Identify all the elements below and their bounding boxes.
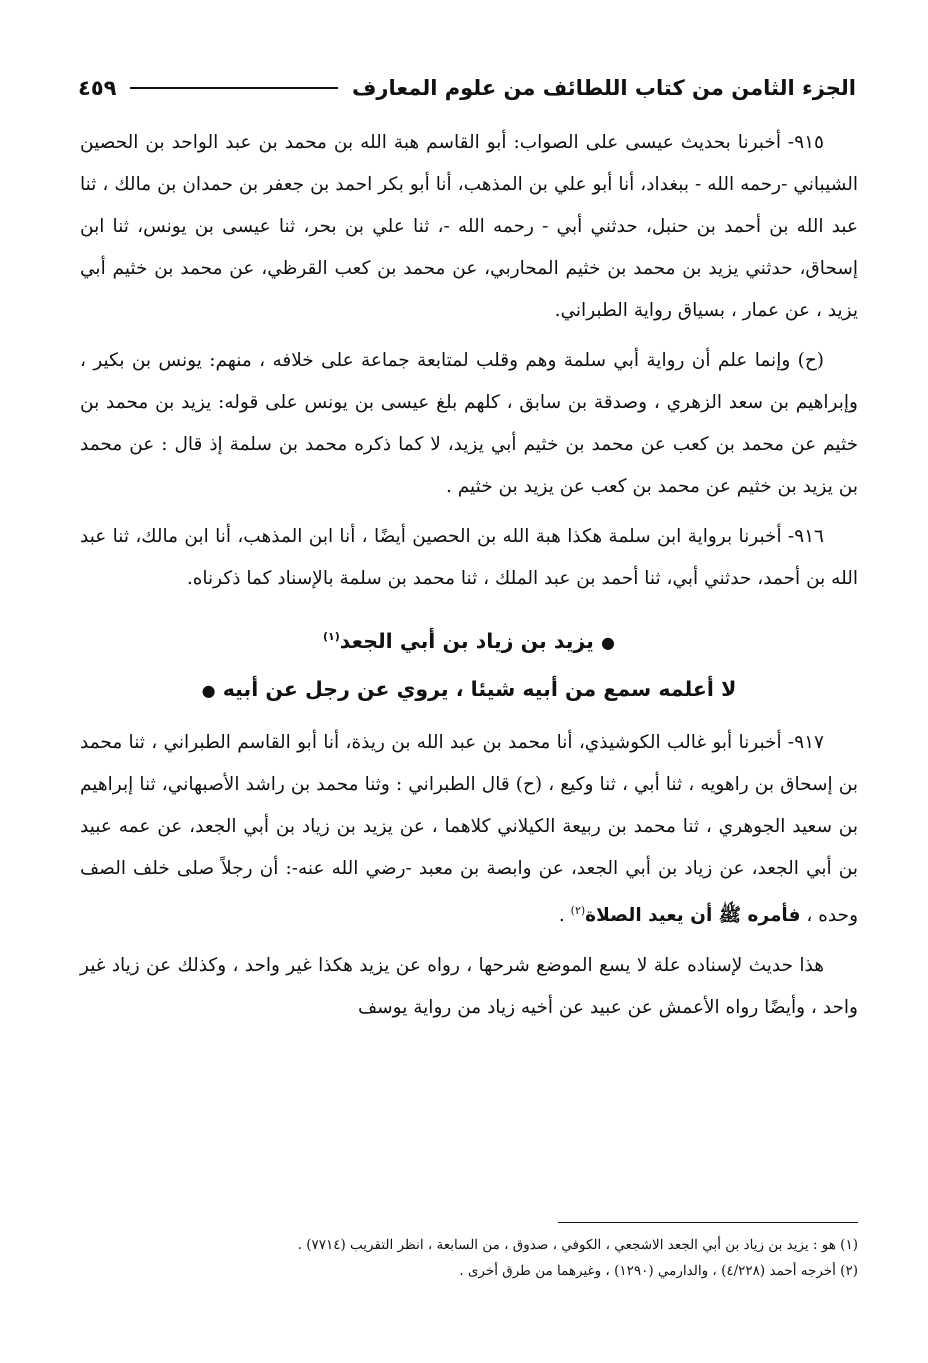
section-heading-line1 — [80, 614, 858, 666]
section-heading-line2 — [80, 666, 858, 714]
header-title: الجزء الثامن من كتاب اللطائف من علوم المعارف — [352, 76, 856, 100]
paragraph-ha: (ح) وإنما علم أن رواية أبي سلمة وهم وقلب لمتابعة جماعة على خلافه ، منهم: يونس بن بكير ، وإبراهيم بن سعد الزهري ، وصدقة بن سابق ، كلهم بلغ عيسى بن يونس على قوله: يزيد بن محمد بن خثيم عن محمد بن كعب عن محمد بن خثيم أبي يزيد، لا كما ذكره محمد بن سلمة إذ قال : عن محمد بن يزيد بن خثيم عن محمد بن كعب عن يزيد بن خثيم . — [80, 350, 859, 497]
paragraph-last: هذا حديث لإسناده علة لا يسع الموضع شرحها ، رواه عن يزيد هكذا غير واحد ، وكذلك عن زياد غير واحد ، وأيضًا رواه الأعمش عن عبيد عن أخيه زياد من رواية يوسف — [80, 954, 858, 1018]
footnote-1: (١) هو : يزيد بن زياد بن أبي الجعد الاشجعي ، الكوفي ، صدوق ، من السابعة ، انظر التقريب (٧٧١٤) . — [297, 1237, 858, 1253]
paragraph-917-bold: فأمره ﷺ أن يعيد الصلاة — [585, 904, 801, 926]
heading-title: يزيد بن زياد بن أبي الجعد — [339, 628, 594, 653]
paragraph-917-end: . — [558, 904, 571, 926]
page-number: ٤٥٩ — [78, 76, 117, 100]
heading-bullet-start: ● — [601, 632, 615, 652]
footnote-rule — [558, 1222, 858, 1223]
paragraph-917-footnote-ref: (٢) — [570, 903, 586, 917]
footnotes — [80, 1232, 858, 1284]
header-rule — [130, 87, 338, 89]
heading-footnote-ref: (١) — [323, 630, 340, 643]
running-header — [78, 68, 856, 108]
heading-subtitle: لا أعلمه سمع من أبيه شيئا ، يروي عن رجل عن أبيه — [222, 676, 737, 701]
paragraph-917-text: ٩١٧- أخبرنا أبو غالب الكوشيذي، أنا محمد بن عبد الله بن ريذة، أنا أبو القاسم الطبراني ، ثنا محمد بن إسحاق بن راهويه ، ثنا أبي ، ثنا وكيع ، (ح) قال الطبراني : وثنا محمد بن راشد الأصبهاني، ثنا إبراهيم بن سعيد الجوهري ، ثنا محمد بن ربيعة الكيلاني كلاهما ، عن يزيد بن زياد بن أبي الجعد، عن عمه عبيد بن أبي الجعد، عن زياد بن أبي الجعد، عن وابصة بن معبد -رضي الله عنه-: أن رجلاً صلى خلف الصف وحده ، — [80, 731, 858, 926]
page-body — [80, 122, 858, 1037]
footnote-2: (٢) أخرجه أحمد (٤/٢٢٨) ، والدارمي (١٢٩٠) ، وغيرهما من طرق أخرى . — [459, 1263, 858, 1279]
paragraph-917 — [80, 722, 858, 937]
paragraph-916: ٩١٦- أخبرنا برواية ابن سلمة هكذا هبة الله بن الحصين أيضًا ، أنا ابن المذهب، أنا ابن مالك، ثنا عبد الله بن أحمد، حدثني أبي، ثنا أحمد بن عبد الملك ، ثنا محمد بن سلمة بالإسناد كما ذكرناه. — [80, 526, 858, 589]
heading-bullet-end: ● — [201, 680, 216, 700]
paragraph-915: ٩١٥- أخبرنا بحديث عيسى على الصواب: أبو القاسم هبة الله بن محمد بن عبد الواحد بن الحصين الشيباني -رحمه الله - ببغداد، أنا أبو علي بن المذهب، أنا أبو بكر احمد بن جعفر بن حمدان بن مالك ، ثنا عبد الله بن أحمد بن حنبل، حدثني أبي - رحمه الله -، ثنا علي بن بحر، ثنا عيسى بن يونس، ثنا ابن إسحاق، حدثني يزيد بن محمد بن خثيم المحاربي، عن محمد بن كعب القرظي، عن محمد بن خثيم أبي يزيد ، عن عمار ، بسياق رواية الطبراني. — [80, 132, 858, 321]
